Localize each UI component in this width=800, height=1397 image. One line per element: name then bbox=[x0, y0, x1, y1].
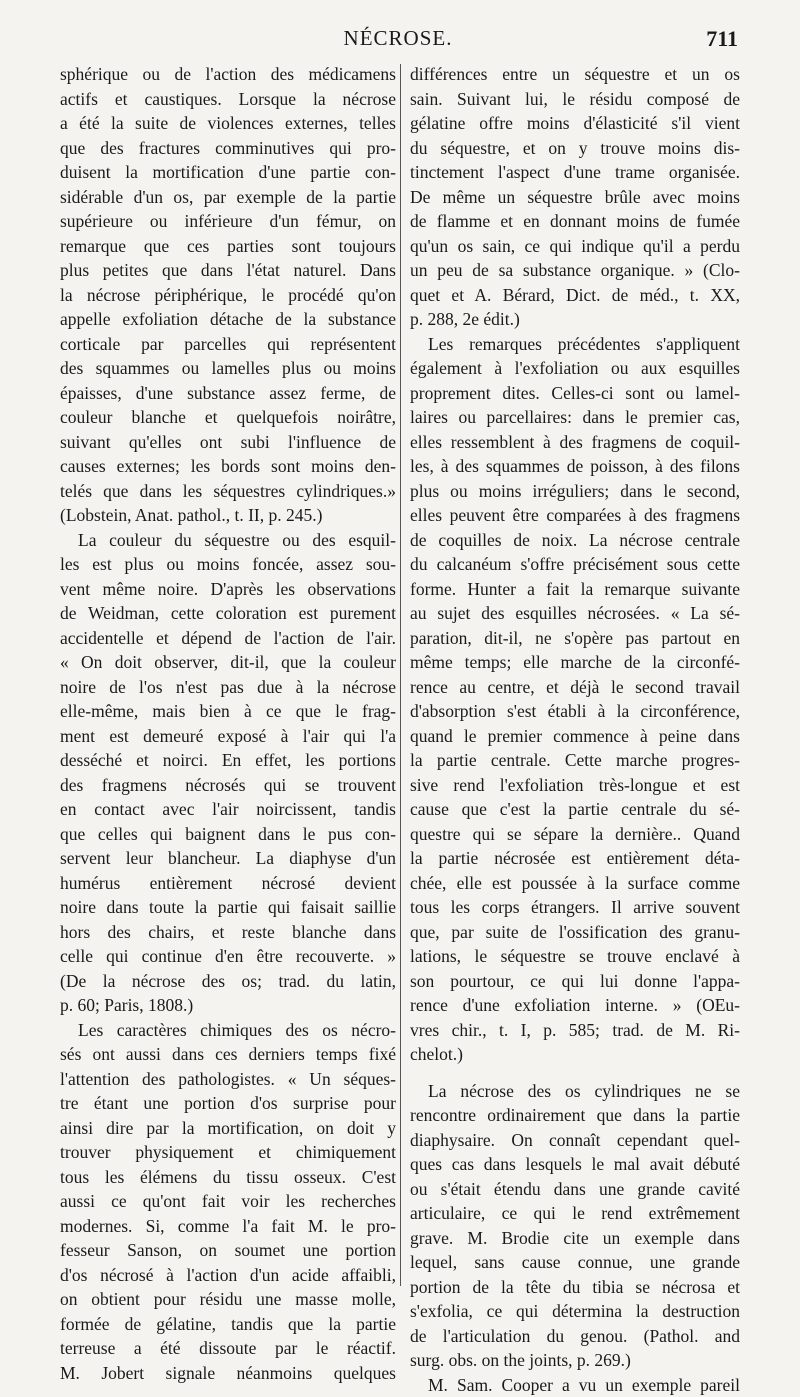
text-line: duisent la mortification d'une partie con- bbox=[60, 160, 396, 185]
text-line: noire de l'os n'est pas due à la nécrose bbox=[60, 675, 396, 700]
text-line: noire dans toute la partie qui faisait saillie bbox=[60, 895, 396, 920]
text-line: vent même noire. D'après les observations bbox=[60, 577, 396, 602]
text-line: elles ressemblent à des fragmens de coquil- bbox=[410, 430, 740, 455]
text-line: rence d'une exfoliation interne. » (OEu- bbox=[410, 993, 740, 1018]
text-line: p. 60; Paris, 1808.) bbox=[60, 993, 396, 1018]
text-line: épaisses, d'une substance assez ferme, de bbox=[60, 381, 396, 406]
text-line: Les caractères chimiques des os nécro- bbox=[60, 1018, 396, 1043]
text-line: fesseur Sanson, on soumet une portion bbox=[60, 1238, 396, 1263]
text-line: ainsi dire par la mortification, on doit y bbox=[60, 1116, 396, 1141]
text-line: on obtient pour résidu une masse molle, bbox=[60, 1287, 396, 1312]
text-line: elle-même, mais bien à ce que le frag- bbox=[60, 699, 396, 724]
text-line: « On doit observer, dit-il, que la couleur bbox=[60, 650, 396, 675]
text-line: rencontre ordinairement que dans la partie bbox=[410, 1103, 740, 1128]
text-line: chée, elle est poussée à la surface comme bbox=[410, 871, 740, 896]
right-column bbox=[410, 62, 740, 1292]
text-line: questre qui se sépare la dernière.. Quand bbox=[410, 822, 740, 847]
text-line: couleur blanche et quelquefois noirâtre, bbox=[60, 405, 396, 430]
text-line: a été la suite de violences externes, telles bbox=[60, 111, 396, 136]
text-line: appelle exfoliation détache de la substance bbox=[60, 307, 396, 332]
text-line: modernes. Si, comme l'a fait M. le pro- bbox=[60, 1214, 396, 1239]
text-line: De même un séquestre brûle avec moins bbox=[410, 185, 740, 210]
left-column bbox=[60, 62, 396, 1292]
text-line: ques cas dans lesquels le mal avait débuté bbox=[410, 1152, 740, 1177]
text-line: paration, dit-il, ne s'opère pas partout en bbox=[410, 626, 740, 651]
text-line: humérus entièrement nécrosé devient bbox=[60, 871, 396, 896]
text-line: suivant qu'elles ont subi l'influence de bbox=[60, 430, 396, 455]
text-line: La nécrose des os cylindriques ne se bbox=[410, 1079, 740, 1104]
running-head bbox=[58, 26, 738, 56]
text-line: chelot.) bbox=[410, 1042, 740, 1067]
text-line: des fragmens nécrosés qui se trouvent bbox=[60, 773, 396, 798]
text-line: sidérable d'un os, par exemple de la partie bbox=[60, 185, 396, 210]
text-line: tre étant une portion d'os surprise pour bbox=[60, 1091, 396, 1116]
text-line: même temps; elle marche de la circonfé- bbox=[410, 650, 740, 675]
text-line: de l'articulation du genou. (Pathol. and bbox=[410, 1324, 740, 1349]
text-line: d'absorption s'est établi à la circonférence, bbox=[410, 699, 740, 724]
text-line: formée de gélatine, tandis que la partie bbox=[60, 1312, 396, 1337]
text-line: de flamme et en donnant moins de fumée bbox=[410, 209, 740, 234]
text-line: les est plus ou moins foncée, assez sou- bbox=[60, 552, 396, 577]
text-line: portion de la tête du tibia se nécrosa et bbox=[410, 1275, 740, 1300]
text-line: lequel, sans cause connue, une grande bbox=[410, 1250, 740, 1275]
text-line: p. 288, 2e édit.) bbox=[410, 307, 740, 332]
text-line: supérieure ou inférieure d'un fémur, on bbox=[60, 209, 396, 234]
text-line: La couleur du séquestre ou des esquil- bbox=[60, 528, 396, 553]
text-line: sphérique ou de l'action des médicamens bbox=[60, 62, 396, 87]
text-line: aussi ce qu'ont fait voir les recherches bbox=[60, 1189, 396, 1214]
text-line: vres chir., t. I, p. 585; trad. de M. Ri- bbox=[410, 1018, 740, 1043]
text-line: desséché et noirci. En effet, les portions bbox=[60, 748, 396, 773]
running-title: NÉCROSE. bbox=[58, 26, 738, 51]
text-line bbox=[410, 1067, 740, 1079]
text-line: laires ou parcellaires: dans le premier cas, bbox=[410, 405, 740, 430]
text-line: la partie centrale. Cette marche progres- bbox=[410, 748, 740, 773]
text-line: qu'un os sain, ce qui indique qu'il a perdu bbox=[410, 234, 740, 259]
text-line: de coquilles de noix. La nécrose centrale bbox=[410, 528, 740, 553]
text-line: que, par suite de l'ossification des granu- bbox=[410, 920, 740, 945]
text-line: du séquestre, et on y trouve moins dis- bbox=[410, 136, 740, 161]
text-line: plus ou moins irréguliers; dans le second, bbox=[410, 479, 740, 504]
text-line: hors des chairs, et reste blanche dans bbox=[60, 920, 396, 945]
text-line: M. Jobert signale néanmoins quelques bbox=[60, 1361, 396, 1386]
text-line: proprement dites. Celles-ci sont ou lamel- bbox=[410, 381, 740, 406]
text-line: servent leur blancheur. La diaphyse d'un bbox=[60, 846, 396, 871]
text-line: son pourtour, ce qui lui donne l'appa- bbox=[410, 969, 740, 994]
text-line: Les remarques précédentes s'appliquent bbox=[410, 332, 740, 357]
text-line: (De la nécrose des os; trad. du latin, bbox=[60, 969, 396, 994]
text-line: sain. Suivant lui, le résidu composé de bbox=[410, 87, 740, 112]
text-line: en contact avec l'air noircissent, tandis bbox=[60, 797, 396, 822]
text-line: s'exfolia, ce qui détermina la destruction bbox=[410, 1299, 740, 1324]
text-line: articulaire, ce qui le rend extrêmement bbox=[410, 1201, 740, 1226]
text-line: des squammes ou lamelles plus ou moins bbox=[60, 356, 396, 381]
text-line: lations, le séquestre se trouve enclavé à bbox=[410, 944, 740, 969]
text-line: plus petites que dans l'état naturel. Dans bbox=[60, 258, 396, 283]
text-line: corticale par parcelles qui représentent bbox=[60, 332, 396, 357]
text-line: d'os nécrosé à l'action d'un acide affaibli, bbox=[60, 1263, 396, 1288]
text-line: ou s'était étendu dans une grande cavité bbox=[410, 1177, 740, 1202]
text-line: telés que dans les séquestres cylindriques.» bbox=[60, 479, 396, 504]
text-line: gélatine offre moins d'élasticité s'il vient bbox=[410, 111, 740, 136]
text-line: différences entre un séquestre et un os bbox=[410, 62, 740, 87]
text-line: cause que c'est la partie centrale du sé- bbox=[410, 797, 740, 822]
text-line: tous les corps étrangers. Il arrive souvent bbox=[410, 895, 740, 920]
text-line: rence au centre, et déjà le second travail bbox=[410, 675, 740, 700]
text-line: de Weidman, cette coloration est purement bbox=[60, 601, 396, 626]
text-line: au sujet des esquilles nécrosées. « La sé- bbox=[410, 601, 740, 626]
text-line: causes externes; les bords sont moins den- bbox=[60, 454, 396, 479]
text-line: l'attention des pathologistes. « Un séques- bbox=[60, 1067, 396, 1092]
text-line: que celles qui baignent dans le pus con- bbox=[60, 822, 396, 847]
text-line: les, à des squammes de poisson, à des filons bbox=[410, 454, 740, 479]
text-line: terreuse a été dissoute par le réactif. bbox=[60, 1336, 396, 1361]
text-line: tinctement l'aspect d'une trame organisée. bbox=[410, 160, 740, 185]
text-line: ment est demeuré exposé à l'air qui l'a bbox=[60, 724, 396, 749]
text-line: sés ont aussi dans ces derniers temps fixé bbox=[60, 1042, 396, 1067]
text-line: accidentelle et dépend de l'action de l'air. bbox=[60, 626, 396, 651]
text-line: diaphysaire. On connaît cependant quel- bbox=[410, 1128, 740, 1153]
text-line: elles peuvent être comparées à des fragmens bbox=[410, 503, 740, 528]
text-line: sive rend l'exfoliation très-longue et est bbox=[410, 773, 740, 798]
text-line: actifs et caustiques. Lorsque la nécrose bbox=[60, 87, 396, 112]
text-line: du calcanéum s'offre précisément sous cette bbox=[410, 552, 740, 577]
text-line: la partie nécrosée est entièrement déta- bbox=[410, 846, 740, 871]
text-line: la nécrose périphérique, le procédé qu'on bbox=[60, 283, 396, 308]
text-line: forme. Hunter a fait la remarque suivante bbox=[410, 577, 740, 602]
text-line: surg. obs. on the joints, p. 269.) bbox=[410, 1348, 740, 1373]
text-line: que des fractures comminutives qui pro- bbox=[60, 136, 396, 161]
text-line: quet et A. Bérard, Dict. de méd., t. XX, bbox=[410, 283, 740, 308]
text-line: (Lobstein, Anat. pathol., t. II, p. 245.) bbox=[60, 503, 396, 528]
text-line: remarque que ces parties sont toujours bbox=[60, 234, 396, 259]
text-line: un peu de sa substance organique. » (Clo- bbox=[410, 258, 740, 283]
text-line: également à l'exfoliation ou aux esquilles bbox=[410, 356, 740, 381]
text-line: quand le premier commence à peine dans bbox=[410, 724, 740, 749]
text-line: tous les élémens du tissu osseux. C'est bbox=[60, 1165, 396, 1190]
column-divider bbox=[400, 64, 401, 1286]
page-number: 711 bbox=[706, 26, 738, 52]
text-line: celle qui continue d'en être recouverte. » bbox=[60, 944, 396, 969]
text-line: grave. M. Brodie cite un exemple dans bbox=[410, 1226, 740, 1251]
text-line: M. Sam. Cooper a vu un exemple pareil bbox=[410, 1373, 740, 1397]
text-line: trouver physiquement et chimiquement bbox=[60, 1140, 396, 1165]
